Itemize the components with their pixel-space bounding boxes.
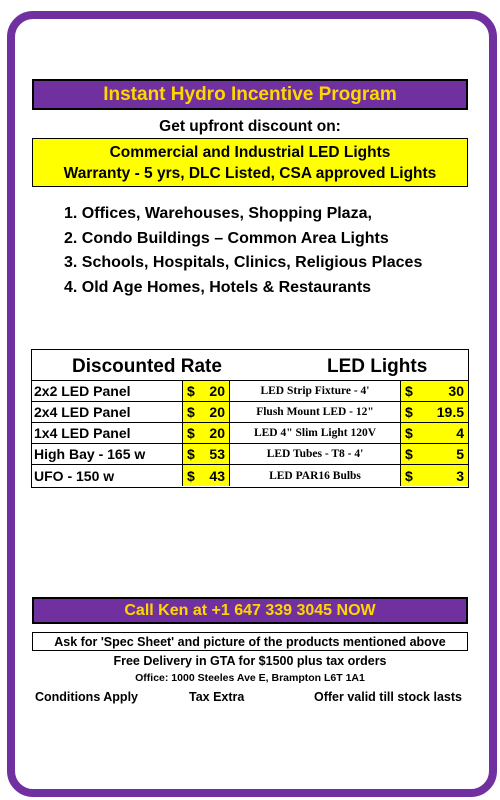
price-value: 20	[209, 425, 225, 441]
use-list	[64, 202, 422, 300]
price-value: 20	[209, 383, 225, 399]
item-name: 1x4 LED Panel	[34, 425, 131, 441]
item-name: High Bay - 165 w	[34, 446, 146, 462]
highlight-box	[32, 138, 468, 187]
price-value: 4	[456, 425, 464, 441]
highlight-line-1: Commercial and Industrial LED Lights	[109, 144, 391, 161]
currency-symbol: $	[405, 467, 413, 484]
office-address: Office: 1000 Steeles Ave E, Brampton L6T 1A1	[135, 672, 365, 684]
currency-symbol: $	[187, 467, 195, 484]
item-name: 2x4 LED Panel	[34, 404, 131, 420]
spec-sheet-note: Ask for 'Spec Sheet' and picture of the products mentioned above	[32, 632, 468, 651]
price-value: 43	[209, 467, 225, 484]
item-price	[182, 402, 230, 422]
table-row	[32, 402, 468, 423]
item-price-2	[400, 402, 468, 422]
currency-symbol: $	[187, 425, 195, 441]
price-value: 20	[209, 404, 225, 420]
price-value: 53	[209, 446, 225, 462]
currency-symbol: $	[187, 383, 195, 399]
price-value: 5	[456, 446, 464, 462]
title-banner	[32, 79, 468, 110]
currency-symbol: $	[187, 446, 195, 462]
item-name-2: LED PAR16 Bulbs	[269, 469, 361, 482]
list-item: 4. Old Age Homes, Hotels & Restaurants	[64, 278, 372, 296]
item-price-2	[400, 423, 468, 443]
item-name: UFO - 150 w	[34, 467, 115, 484]
item-price	[182, 444, 230, 464]
item-price	[182, 423, 230, 443]
table-row	[32, 423, 468, 444]
highlight-line-2: Warranty - 5 yrs, DLC Listed, CSA approved Lights	[63, 165, 437, 182]
call-text: Call Ken at +1 647 339 3045 NOW	[124, 601, 376, 619]
header-led-lights: LED Lights	[327, 356, 428, 377]
item-name-2: Flush Mount LED - 12"	[256, 406, 374, 418]
call-banner	[32, 597, 468, 624]
table-body	[32, 381, 468, 487]
header-discounted-rate: Discounted Rate	[72, 356, 222, 377]
price-value: 30	[448, 383, 464, 399]
validity-note: Offer valid till stock lasts	[314, 690, 462, 704]
title-text: Instant Hydro Incentive Program	[103, 83, 397, 105]
price-value: 3	[456, 467, 464, 484]
item-price-2	[400, 381, 468, 401]
currency-symbol: $	[405, 425, 413, 441]
price-table	[31, 349, 469, 488]
list-item: 2. Condo Buildings – Common Area Lights	[64, 229, 389, 247]
currency-symbol: $	[405, 446, 413, 462]
list-item: 1. Offices, Warehouses, Shopping Plaza,	[64, 205, 372, 222]
item-name-2: LED Strip Fixture - 4'	[260, 385, 370, 397]
item-price-2	[400, 465, 468, 486]
item-name: 2x2 LED Panel	[34, 383, 131, 399]
table-row	[32, 444, 468, 465]
currency-symbol: $	[405, 383, 413, 399]
table-row	[32, 465, 468, 486]
currency-symbol: $	[187, 404, 195, 420]
item-name-2: LED Tubes - T8 - 4'	[266, 448, 364, 460]
tax-note: Tax Extra	[189, 690, 245, 704]
conditions-note: Conditions Apply	[35, 690, 138, 704]
list-item: 3. Schools, Hospitals, Clinics, Religious Places	[64, 254, 423, 271]
item-price	[182, 465, 230, 486]
subtitle: Get upfront discount on:	[159, 118, 341, 135]
item-price-2	[400, 444, 468, 464]
currency-symbol: $	[405, 404, 413, 420]
price-value: 19.5	[436, 404, 464, 420]
table-row	[32, 381, 468, 402]
delivery-note: Free Delivery in GTA for $1500 plus tax orders	[113, 654, 387, 668]
item-name-2: LED 4" Slim Light 120V	[253, 427, 377, 439]
item-price	[182, 381, 230, 401]
